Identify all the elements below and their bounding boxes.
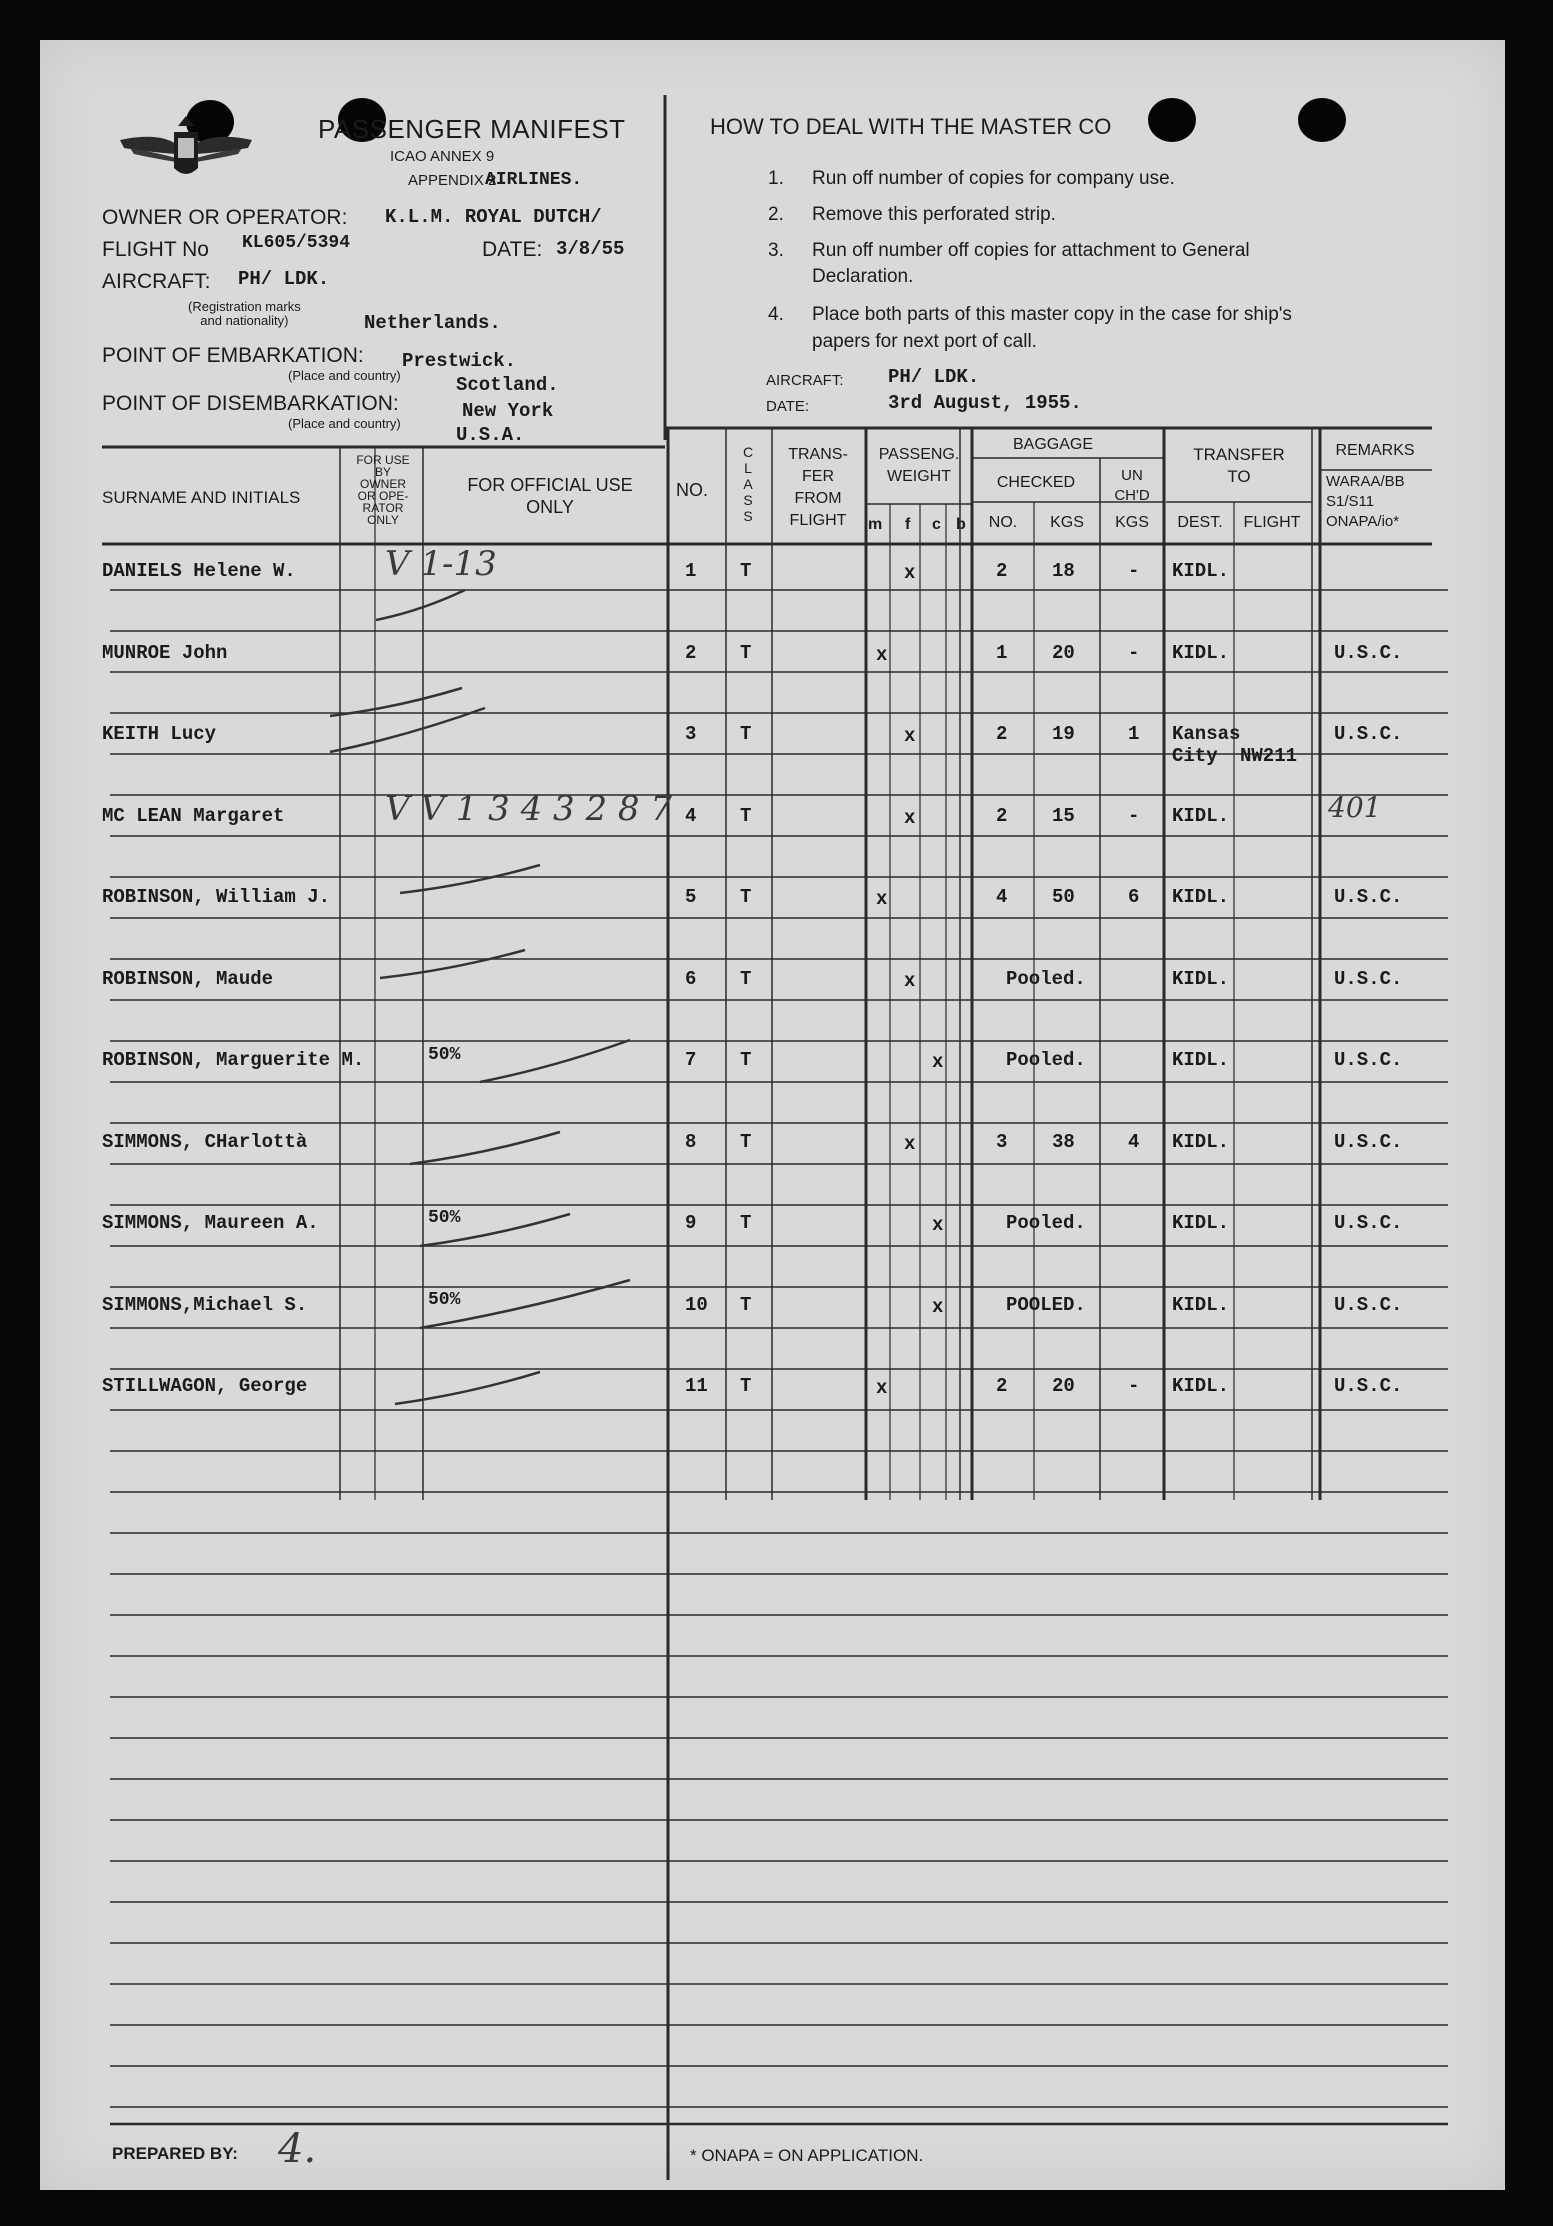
baggage-kgs: 15 bbox=[1052, 804, 1075, 827]
owner-use-value: 50% bbox=[428, 1045, 461, 1065]
col-baggage: BAGGAGE bbox=[1012, 436, 1094, 453]
passenger-number: 3 bbox=[685, 723, 697, 745]
owner-value: K.L.M. ROYAL DUTCH/ bbox=[385, 206, 602, 228]
pen-stroke bbox=[410, 1132, 560, 1164]
weight-mark: x bbox=[876, 888, 888, 910]
pen-stroke bbox=[330, 688, 462, 716]
unchecked-kgs: 6 bbox=[1128, 886, 1140, 908]
remarks-value: U.S.C. bbox=[1334, 1130, 1403, 1153]
remarks-value: U.S.C. bbox=[1334, 886, 1403, 908]
transfer-destination: KIDL. bbox=[1172, 1049, 1230, 1071]
disembarkation-label: POINT OF DISEMBARKATION: bbox=[102, 392, 399, 415]
owner-label: OWNER OR OPERATOR: bbox=[102, 206, 348, 229]
passenger-number: 1 bbox=[685, 560, 697, 582]
instructions-title: HOW TO DEAL WITH THE MASTER CO bbox=[710, 114, 1112, 139]
transfer-destination: KIDL. bbox=[1172, 804, 1230, 827]
col-bag-no: NO. bbox=[988, 514, 1018, 531]
passenger-number: 5 bbox=[685, 886, 697, 908]
pen-stroke bbox=[480, 1040, 630, 1082]
col-flight: FLIGHT bbox=[1243, 514, 1301, 531]
class-value: T bbox=[740, 1130, 752, 1153]
col-bag-kgs: KGS bbox=[1050, 514, 1084, 531]
unchecked-kgs: 1 bbox=[1128, 723, 1140, 745]
weight-mark: x bbox=[876, 1377, 888, 1399]
transfer-destination: KIDL. bbox=[1172, 1293, 1230, 1316]
weight-mark: x bbox=[904, 806, 916, 829]
instruction-4-number: 4. bbox=[768, 304, 784, 325]
weight-mark: x bbox=[904, 1132, 916, 1155]
remarks-value: U.S.C. bbox=[1334, 1212, 1403, 1234]
remarks-value: U.S.C. bbox=[1334, 641, 1403, 664]
remarks-value: U.S.C. bbox=[1334, 1293, 1403, 1316]
icao-annex: ICAO ANNEX 9 bbox=[390, 148, 495, 165]
remarks-value: U.S.C. bbox=[1334, 1049, 1403, 1071]
passenger-number: 11 bbox=[685, 1375, 708, 1397]
baggage-kgs: 50 bbox=[1052, 886, 1075, 908]
right-date-value: 3rd August, 1955. bbox=[888, 392, 1082, 414]
instruction-2-number: 2. bbox=[768, 204, 784, 225]
place-note-1: (Place and country) bbox=[288, 368, 401, 383]
instruction-3-cont: Declaration. bbox=[812, 266, 914, 287]
class-value: T bbox=[740, 1293, 752, 1316]
unchecked-kgs: - bbox=[1128, 1375, 1140, 1397]
right-aircraft-label: AIRCRAFT: bbox=[766, 372, 844, 389]
col-passeng-weight: PASSENG. WEIGHT bbox=[878, 446, 960, 485]
remarks-value: 401 bbox=[1328, 790, 1382, 824]
weight-mark: x bbox=[904, 725, 916, 747]
passenger-number: 9 bbox=[685, 1212, 697, 1234]
class-value: T bbox=[740, 886, 752, 908]
passenger-number: 2 bbox=[685, 641, 697, 664]
weight-mark: x bbox=[904, 969, 916, 992]
baggage-kgs: 20 bbox=[1052, 1375, 1075, 1397]
baggage-count: 3 bbox=[996, 1130, 1008, 1153]
passenger-number: 7 bbox=[685, 1049, 697, 1071]
instruction-3-text: Run off number off copies for attachment to General bbox=[812, 240, 1250, 261]
passenger-name: SIMMONS,Michael S. bbox=[102, 1293, 308, 1316]
col-transfer-to: TRANSFER TO bbox=[1193, 445, 1285, 486]
right-aircraft-value: PH/ LDK. bbox=[888, 366, 980, 388]
baggage-kgs: 18 bbox=[1052, 560, 1075, 582]
col-weight-b: b bbox=[956, 516, 966, 533]
baggage-kgs: 19 bbox=[1052, 723, 1075, 745]
transfer-destination-cont: City bbox=[1172, 745, 1218, 767]
passenger-name: SIMMONS, CHarlottà bbox=[102, 1130, 308, 1153]
pen-stroke bbox=[380, 950, 525, 978]
airlines-typed: AIRLINES. bbox=[485, 170, 583, 190]
pen-stroke bbox=[395, 1372, 540, 1404]
transfer-destination: KIDL. bbox=[1172, 641, 1230, 664]
official-use-handwriting: V 1-13 bbox=[385, 544, 497, 584]
col-official: FOR OFFICIAL USE ONLY bbox=[467, 475, 633, 517]
col-surname: SURNAME AND INITIALS bbox=[102, 488, 301, 507]
col-owner-use: FOR USE BY OWNER OR OPE- RATOR ONLY bbox=[356, 453, 410, 527]
col-transfer-from: TRANS- FER FROM FLIGHT bbox=[788, 446, 848, 529]
passenger-name: KEITH Lucy bbox=[102, 723, 217, 745]
passenger-name: ROBINSON, William J. bbox=[102, 886, 331, 908]
instruction-4-text: Place both parts of this master copy in the case for ship's bbox=[812, 304, 1292, 325]
pen-stroke bbox=[330, 708, 485, 752]
remarks-value: U.S.C. bbox=[1334, 1375, 1403, 1397]
appendix-label: APPENDIX 2 bbox=[408, 172, 497, 189]
class-value: T bbox=[740, 723, 752, 745]
passenger-name: STILLWAGON, George bbox=[102, 1375, 308, 1397]
class-value: T bbox=[740, 1375, 752, 1397]
weight-mark: x bbox=[932, 1295, 944, 1318]
passenger-name: SIMMONS, Maureen A. bbox=[102, 1212, 319, 1234]
baggage-pooled: Pooled. bbox=[1006, 967, 1086, 990]
transfer-destination: KIDL. bbox=[1172, 886, 1230, 908]
baggage-count: 2 bbox=[996, 1375, 1008, 1397]
class-value: T bbox=[740, 1212, 752, 1234]
instruction-3-number: 3. bbox=[768, 240, 784, 261]
date-value: 3/8/55 bbox=[556, 238, 625, 260]
baggage-kgs: 38 bbox=[1052, 1130, 1075, 1153]
page-title: PASSENGER MANIFEST bbox=[318, 114, 626, 144]
registration-note: (Registration marks and nationality) bbox=[188, 299, 301, 328]
aircraft-value: PH/ LDK. bbox=[238, 268, 330, 290]
class-value: T bbox=[740, 560, 752, 582]
instruction-2-text: Remove this perforated strip. bbox=[812, 204, 1056, 225]
passenger-name: ROBINSON, Marguerite M. bbox=[102, 1049, 365, 1071]
disembarkation-value: New York bbox=[462, 400, 554, 422]
transfer-destination: KIDL. bbox=[1172, 1212, 1230, 1234]
col-weight-c: c bbox=[932, 516, 941, 533]
nationality-value: Netherlands. bbox=[364, 312, 501, 334]
col-remarks-sub: WARAA/BB S1/S11 ONAPA/io* bbox=[1326, 473, 1405, 530]
class-value: T bbox=[740, 967, 752, 990]
aircraft-label: AIRCRAFT: bbox=[102, 270, 211, 293]
class-value: T bbox=[740, 641, 752, 664]
baggage-count: 2 bbox=[996, 560, 1008, 582]
transfer-destination: KIDL. bbox=[1172, 967, 1230, 990]
baggage-count: 4 bbox=[996, 886, 1008, 908]
passenger-number: 6 bbox=[685, 967, 697, 990]
passenger-number: 4 bbox=[685, 804, 697, 827]
passenger-number: 10 bbox=[685, 1293, 708, 1316]
pen-stroke bbox=[400, 865, 540, 893]
passenger-name: DANIELS Helene W. bbox=[102, 560, 296, 582]
baggage-count: 2 bbox=[996, 804, 1008, 827]
remarks-value: U.S.C. bbox=[1334, 723, 1403, 745]
right-date-label: DATE: bbox=[766, 398, 810, 415]
baggage-pooled: Pooled. bbox=[1006, 1049, 1086, 1071]
official-use-handwriting: V V 1 3 4 3 2 8 7 bbox=[385, 788, 672, 829]
transfer-destination: KIDL. bbox=[1172, 1130, 1230, 1153]
col-dest: DEST. bbox=[1177, 514, 1223, 531]
unchecked-kgs: - bbox=[1128, 641, 1140, 664]
prepared-by-signature: 4. bbox=[278, 2126, 317, 2172]
col-unchd-kgs: KGS bbox=[1115, 514, 1149, 531]
baggage-pooled: POOLED. bbox=[1006, 1293, 1086, 1316]
place-note-2: (Place and country) bbox=[288, 416, 401, 431]
unchecked-kgs: - bbox=[1128, 804, 1140, 827]
passenger-name: MUNROE John bbox=[102, 641, 228, 664]
passenger-name: ROBINSON, Maude bbox=[102, 967, 274, 990]
transfer-destination: KIDL. bbox=[1172, 1375, 1230, 1397]
col-unchd: UN CH'D bbox=[1114, 467, 1150, 504]
disembarkation-country: U.S.A. bbox=[456, 424, 525, 446]
class-value: T bbox=[740, 804, 752, 827]
baggage-kgs: 20 bbox=[1052, 641, 1075, 664]
embarkation-value: Prestwick. bbox=[402, 350, 517, 372]
unchecked-kgs: - bbox=[1128, 560, 1140, 582]
owner-use-value: 50% bbox=[428, 1289, 461, 1310]
baggage-count: 2 bbox=[996, 723, 1008, 745]
owner-use-value: 50% bbox=[428, 1208, 461, 1228]
pen-stroke bbox=[376, 590, 465, 620]
transfer-destination: KIDL. bbox=[1172, 560, 1230, 582]
embarkation-label: POINT OF EMBARKATION: bbox=[102, 344, 364, 367]
instruction-1-text: Run off number of copies for company use. bbox=[812, 168, 1175, 189]
remarks-value: U.S.C. bbox=[1334, 967, 1403, 990]
flight-label: FLIGHT No bbox=[102, 238, 209, 261]
weight-mark: x bbox=[932, 1214, 944, 1236]
flight-value: KL605/5394 bbox=[242, 233, 351, 253]
unchecked-kgs: 4 bbox=[1128, 1130, 1140, 1153]
transfer-destination: Kansas bbox=[1172, 723, 1241, 745]
prepared-by-label: PREPARED BY: bbox=[112, 2144, 238, 2163]
passenger-name: MC LEAN Margaret bbox=[102, 804, 285, 827]
transfer-flight: NW211 bbox=[1240, 745, 1298, 767]
weight-mark: x bbox=[876, 643, 888, 666]
col-remarks: REMARKS bbox=[1335, 442, 1415, 459]
footnote: * ONAPA = ON APPLICATION. bbox=[690, 2146, 924, 2165]
col-checked: CHECKED bbox=[996, 474, 1076, 491]
baggage-pooled: Pooled. bbox=[1006, 1212, 1086, 1234]
embarkation-country: Scotland. bbox=[456, 374, 559, 396]
weight-mark: x bbox=[904, 562, 916, 584]
class-value: T bbox=[740, 1049, 752, 1071]
col-weight-m: m bbox=[868, 516, 883, 533]
col-weight-f: f bbox=[905, 516, 911, 533]
col-class: C L A S S bbox=[742, 444, 754, 524]
weight-mark: x bbox=[932, 1051, 944, 1073]
instruction-1-number: 1. bbox=[768, 168, 784, 189]
col-no: NO. bbox=[676, 480, 709, 500]
date-label: DATE: bbox=[482, 238, 543, 261]
instruction-4-cont: papers for next port of call. bbox=[812, 331, 1037, 352]
passenger-number: 8 bbox=[685, 1130, 697, 1153]
baggage-count: 1 bbox=[996, 641, 1008, 664]
